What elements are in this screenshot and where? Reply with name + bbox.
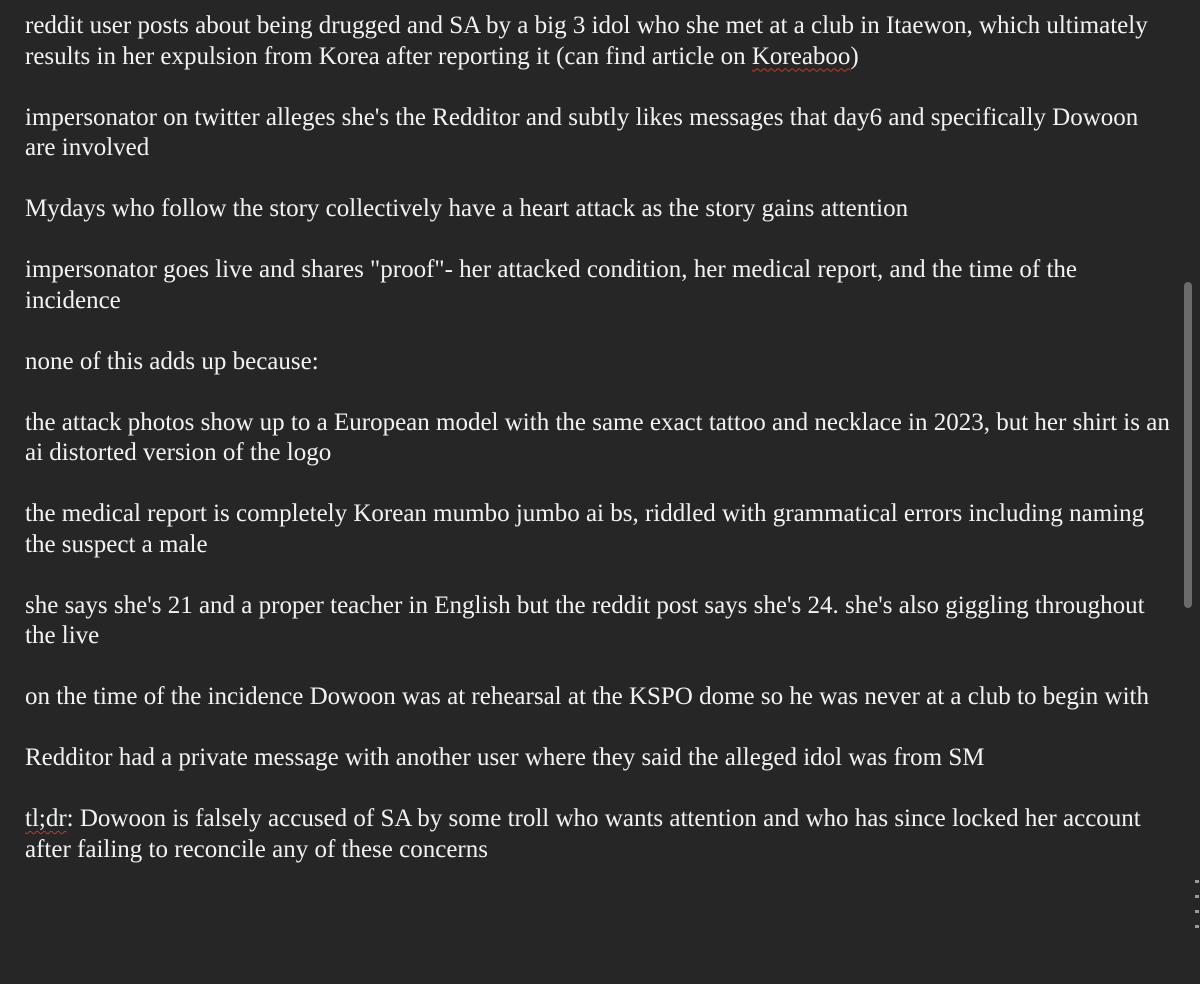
track-mark	[1195, 880, 1199, 883]
paragraph-4: impersonator goes live and shares "proof"- her attacked condition, her medical report, and the time of the incidence	[25, 256, 1077, 314]
paragraph-2: impersonator on twitter alleges she's the Redditor and subtly likes messages that day6 and specifically Dowoon are involved	[25, 103, 1139, 161]
paragraph-11	[25, 804, 1175, 865]
document-body[interactable]	[25, 11, 1175, 896]
paragraph-6: the attack photos show up to a European model with the same exact tattoo and necklace in 2023, but her shirt is an ai distorted version of the logo	[25, 408, 1170, 466]
paragraph-1-text: reddit user posts about being drugged and SA by a big 3 idol who she met at a club in Itaewon, which ultimately results in her expulsion from Korea after reporting it (can find article on	[25, 12, 1148, 70]
track-mark	[1195, 925, 1199, 928]
track-mark	[1195, 910, 1199, 913]
paragraph-3: Mydays who follow the story collectively have a heart attack as the story gains attention	[25, 195, 909, 222]
paragraph-11-text: : Dowoon is falsely accused of SA by some troll who wants attention and who has since locked her account after failing to reconcile any of these concerns	[25, 805, 1141, 863]
vertical-scrollbar-thumb[interactable]	[1184, 282, 1192, 608]
spellcheck-word-koreaboo[interactable]: Koreaboo	[751, 42, 851, 70]
paragraph-5: none of this adds up because:	[25, 347, 319, 375]
paragraph-7: the medical report is completely Korean mumbo jumbo ai bs, riddled with grammatical errors including naming the suspect a male	[25, 500, 1145, 558]
scrollbar-track-marks	[1195, 880, 1199, 950]
paragraph-1	[25, 11, 1175, 72]
paragraph-8: she says she's 21 and a proper teacher in English but the reddit post says she's 24. she's also giggling throughout the live	[25, 591, 1145, 649]
spellcheck-word-tldr[interactable]: tl;dr	[25, 805, 67, 832]
paragraph-1-end: )	[850, 42, 859, 70]
track-mark	[1195, 895, 1199, 898]
paragraph-9: on the time of the incidence Dowoon was at rehearsal at the KSPO dome so he was never at a club to begin with	[25, 683, 1149, 710]
paragraph-10: Redditor had a private message with another user where they said the alleged idol was from SM	[25, 744, 985, 771]
